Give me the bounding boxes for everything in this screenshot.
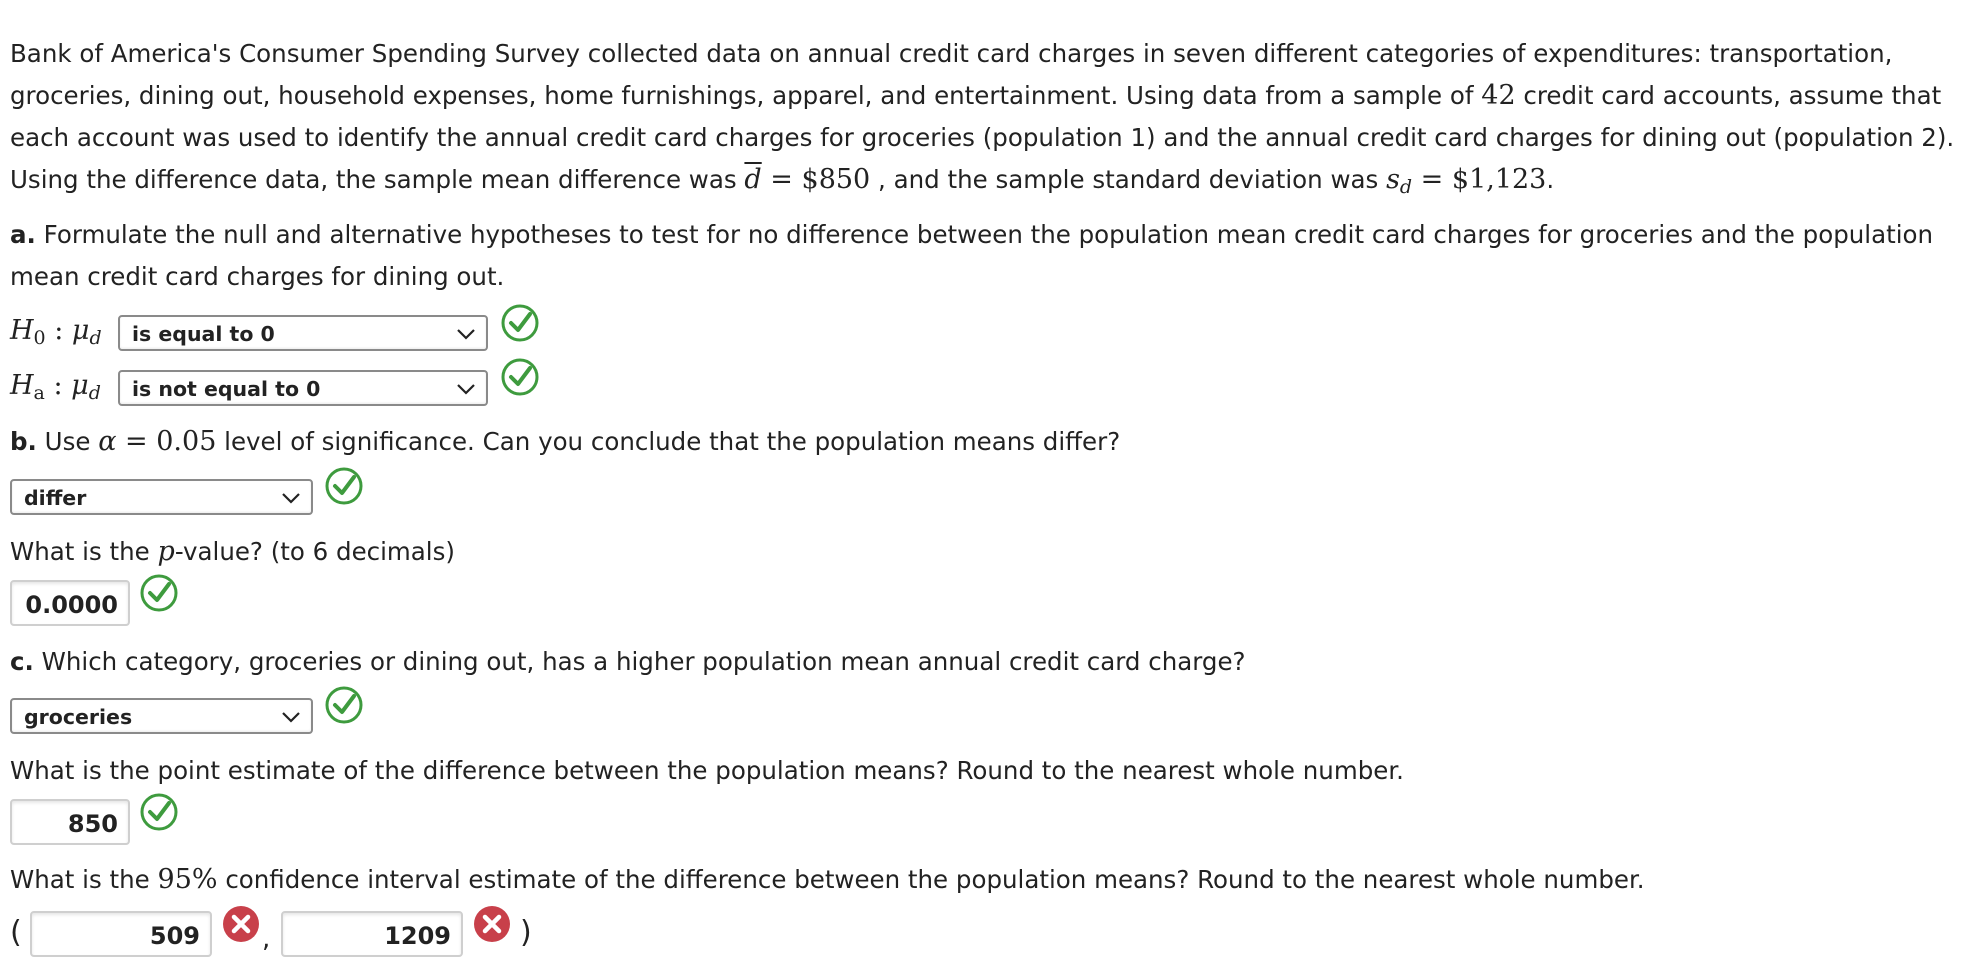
x-circle-icon bbox=[221, 904, 261, 944]
chevron-down-icon bbox=[455, 380, 477, 398]
ha-select[interactable] bbox=[118, 370, 488, 406]
category-select[interactable] bbox=[10, 698, 313, 734]
chevron-down-icon bbox=[280, 489, 302, 507]
check-circle-icon bbox=[324, 685, 364, 725]
conclusion-select[interactable] bbox=[10, 479, 313, 515]
sd-value: $1,123 bbox=[1451, 164, 1547, 195]
intro-line-4: Using the difference data, the sample mean difference was $\overline{d}$ = $850 , and the sample standard deviation was $s_d$ = $1,123. bbox=[10, 164, 1555, 198]
ci-lower-input-value: 509 bbox=[149, 922, 200, 950]
point-estimate-question: What is the point estimate of the difference between the population means? Round to the nearest whole number. bbox=[10, 756, 1404, 785]
part-b-label: b. bbox=[10, 427, 37, 456]
check-circle-icon bbox=[500, 357, 540, 397]
ci-upper-input[interactable] bbox=[281, 911, 463, 957]
point-estimate-input-value: 850 bbox=[67, 810, 118, 838]
dbar-value: $850 bbox=[801, 164, 871, 195]
sample-size: 42 bbox=[1481, 80, 1516, 111]
dbar-symbol: $\overline{d}$ bbox=[744, 164, 762, 195]
ci-close-paren: ) bbox=[520, 915, 532, 950]
pvalue-input-value: 0.0000 bbox=[25, 591, 118, 619]
ci-comma: , bbox=[262, 924, 271, 954]
x-circle-icon bbox=[472, 904, 512, 944]
check-circle-icon bbox=[139, 573, 179, 613]
chevron-down-icon bbox=[280, 708, 302, 726]
pvalue-question: What is the p-value? (to 6 decimals) bbox=[10, 536, 455, 567]
ci-question: What is the 95% confidence interval estimate of the difference between the population means? Round to the nearest whole number. bbox=[10, 864, 1645, 895]
part-c-line: c. Which category, groceries or dining out, has a higher population mean annual credit card charge? bbox=[10, 647, 1246, 676]
part-a-line-2: mean credit card charges for dining out. bbox=[10, 262, 505, 291]
h0-select[interactable] bbox=[118, 315, 488, 351]
chevron-down-icon bbox=[455, 325, 477, 343]
conclusion-select-value: differ bbox=[24, 486, 87, 510]
check-circle-icon bbox=[139, 792, 179, 832]
part-a-label: a. bbox=[10, 220, 36, 249]
ci-lower-input[interactable] bbox=[30, 911, 212, 957]
part-b-line: b. Use α = 0.05 level of significance. Can you conclude that the population means differ? bbox=[10, 426, 1121, 457]
part-a-line-1: a. Formulate the null and alternative hypotheses to test for no difference between the population mean credit card charges for groceries and the population bbox=[10, 220, 1934, 249]
ha-label: $H_a$ : $\mu_d$ bbox=[10, 370, 101, 404]
check-circle-icon bbox=[500, 303, 540, 343]
ha-select-value: is not equal to 0 bbox=[132, 377, 321, 401]
ci-open-paren: ( bbox=[10, 915, 22, 950]
pvalue-input[interactable] bbox=[10, 580, 130, 626]
sd-symbol: s bbox=[1386, 164, 1400, 195]
intro-line-2: groceries, dining out, household expenses, home furnishings, apparel, and entertainment. Using data from a sample of 42 credit card accounts, assume that bbox=[10, 80, 1942, 111]
h0-select-value: is equal to 0 bbox=[132, 322, 275, 346]
category-select-value: groceries bbox=[24, 705, 133, 729]
intro-line-3: each account was used to identify the annual credit card charges for groceries (population 1) and the annual credit card charges for dining out (population 2). bbox=[10, 123, 1955, 152]
check-circle-icon bbox=[324, 466, 364, 506]
point-estimate-input[interactable] bbox=[10, 799, 130, 845]
ci-upper-input-value: 1209 bbox=[384, 922, 451, 950]
h0-label: $H_0$ : $\mu_d$ bbox=[10, 315, 102, 349]
part-c-label: c. bbox=[10, 647, 34, 676]
intro-line-1: Bank of America's Consumer Spending Survey collected data on annual credit card charges in seven different categories of expenditures: transportation, bbox=[10, 39, 1893, 68]
